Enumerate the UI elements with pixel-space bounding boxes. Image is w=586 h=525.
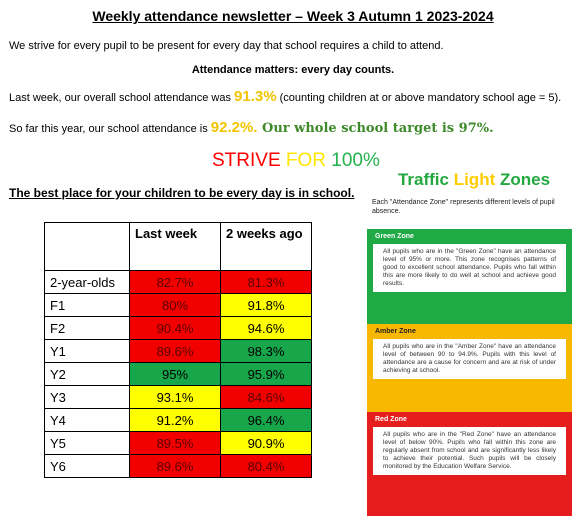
year-attendance-line xyxy=(9,119,494,136)
row-label: Y1 xyxy=(45,340,130,363)
red-zone-panel xyxy=(367,412,572,516)
intro-text: We strive for every pupil to be present for every day that school requires a child to attend. xyxy=(9,40,444,52)
two-weeks-ago-cell: 90.9% xyxy=(221,432,312,455)
green-zone-panel xyxy=(367,229,572,325)
two-weeks-ago-cell: 81.3% xyxy=(221,271,312,294)
table-row xyxy=(45,363,312,386)
row-label: F2 xyxy=(45,317,130,340)
table-row xyxy=(45,294,312,317)
header-last-week: Last week xyxy=(130,223,221,271)
row-label: Y6 xyxy=(45,455,130,478)
strive-word: STRIVE xyxy=(212,150,286,171)
table-row xyxy=(45,271,312,294)
zones-word: Zones xyxy=(499,170,551,189)
row-label: F1 xyxy=(45,294,130,317)
amber-zone-label: Amber Zone xyxy=(375,328,416,335)
header-blank xyxy=(45,223,130,271)
last-week-suffix: (counting children at or above mandatory school age = 5). xyxy=(276,92,562,104)
traffic-word: Traffic xyxy=(397,170,454,189)
last-week-cell: 89.5% xyxy=(130,432,221,455)
last-week-cell: 93.1% xyxy=(130,386,221,409)
best-place-heading: The best place for your children to be every day is in school. xyxy=(9,186,355,200)
attendance-table-body xyxy=(45,271,312,478)
table-row xyxy=(45,317,312,340)
table-row xyxy=(45,340,312,363)
last-week-cell: 91.2% xyxy=(130,409,221,432)
green-zone-label: Green Zone xyxy=(375,233,414,240)
last-week-value: 91.3% xyxy=(234,88,277,105)
percent-word: 100% xyxy=(331,150,380,171)
red-zone-label: Red Zone xyxy=(375,416,407,423)
two-weeks-ago-cell: 84.6% xyxy=(221,386,312,409)
table-row xyxy=(45,432,312,455)
last-week-cell: 82.7% xyxy=(130,271,221,294)
light-word: Light xyxy=(453,170,500,189)
table-row xyxy=(45,455,312,478)
table-header-row xyxy=(45,223,312,271)
traffic-light-title xyxy=(364,170,584,190)
for-word: FOR xyxy=(285,150,332,171)
last-week-attendance-line xyxy=(9,88,561,105)
last-week-cell: 90.4% xyxy=(130,317,221,340)
two-weeks-ago-cell: 80.4% xyxy=(221,455,312,478)
two-weeks-ago-cell: 96.4% xyxy=(221,409,312,432)
last-week-cell: 95% xyxy=(130,363,221,386)
school-target: Our whole school target is 97%. xyxy=(257,121,494,136)
two-weeks-ago-cell: 95.9% xyxy=(221,363,312,386)
attendance-matters-heading: Attendance matters: every day counts. xyxy=(191,64,395,76)
green-zone-text: All pupils who are in the "Green Zone" have an attendance level of 95% or more. This zone recognises patterns of good to excellent school attendance. Pupils who fall within this are more likely to do well at school and achieve good results. xyxy=(373,244,566,292)
last-week-cell: 80% xyxy=(130,294,221,317)
so-far-value: 92.2%. xyxy=(210,119,258,136)
two-weeks-ago-cell: 94.6% xyxy=(221,317,312,340)
two-weeks-ago-cell: 98.3% xyxy=(221,340,312,363)
row-label: Y2 xyxy=(45,363,130,386)
row-label: 2-year-olds xyxy=(45,271,130,294)
strive-banner xyxy=(212,150,380,172)
last-week-prefix: Last week, our overall school attendance was xyxy=(9,92,235,104)
last-week-cell: 89.6% xyxy=(130,340,221,363)
last-week-cell: 89.6% xyxy=(130,455,221,478)
row-label: Y4 xyxy=(45,409,130,432)
so-far-prefix: So far this year, our school attendance is xyxy=(9,123,211,135)
row-label: Y5 xyxy=(45,432,130,455)
amber-zone-text: All pupils who are in the "Amber Zone" have an attendance level of between 90 to 94.9%. Pupils with this level of attendance are a cause for concern and are at risk of under achieving at school. xyxy=(373,339,566,379)
newsletter-title: Weekly attendance newsletter – Week 3 Autumn 1 2023-2024 xyxy=(92,8,494,24)
attendance-table xyxy=(44,222,312,478)
header-two-weeks-ago: 2 weeks ago xyxy=(221,223,312,271)
table-row xyxy=(45,409,312,432)
row-label: Y3 xyxy=(45,386,130,409)
two-weeks-ago-cell: 91.8% xyxy=(221,294,312,317)
traffic-light-subtitle: Each "Attendance Zone" represents different levels of pupil absence. xyxy=(372,199,555,215)
red-zone-text: All pupils who are in the "Red Zone" have an attendance level of below 90%. Pupils who fall within this zone are regularly absent from school and are significantly less likely to achieve their potential. Such pupils will be closely monitored by the Education Welfare Service. xyxy=(373,427,566,475)
amber-zone-panel xyxy=(367,324,572,413)
table-row xyxy=(45,386,312,409)
